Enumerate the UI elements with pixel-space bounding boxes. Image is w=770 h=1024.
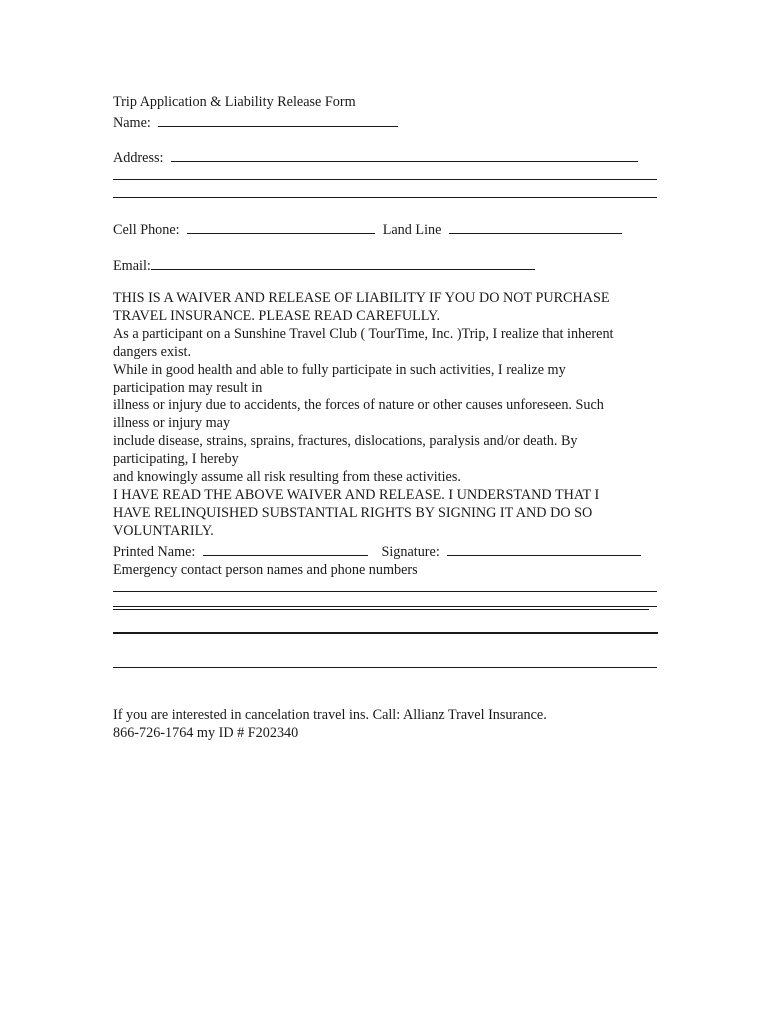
emergency-label: Emergency contact person names and phone numbers bbox=[113, 561, 418, 578]
email-field[interactable] bbox=[151, 255, 535, 270]
signature-row bbox=[113, 541, 658, 562]
emergency-contact-line-4[interactable] bbox=[113, 632, 658, 634]
phone-row bbox=[113, 219, 622, 239]
address-label: Address: bbox=[113, 150, 164, 166]
waiver-line: illness or injury due to accidents, the forces of nature or other causes unforeseen. Such bbox=[113, 397, 604, 414]
form-title: Trip Application & Liability Release Form bbox=[113, 94, 356, 110]
email-label: Email: bbox=[113, 258, 151, 274]
waiver-line: As a participant on a Sunshine Travel Club ( TourTime, Inc. )Trip, I realize that inherent bbox=[113, 325, 614, 342]
insurance-note-line-2: 866-726-1764 my ID # F202340 bbox=[113, 725, 299, 741]
waiver-line: HAVE RELINQUISHED SUBSTANTIAL RIGHTS BY SIGNING IT AND DO SO bbox=[113, 504, 593, 521]
address-field-line-2[interactable] bbox=[113, 179, 657, 180]
land-line-field[interactable] bbox=[449, 219, 622, 234]
name-row bbox=[113, 112, 398, 132]
printed-name-field[interactable] bbox=[203, 541, 368, 556]
address-row bbox=[113, 147, 638, 167]
signature-label: Signature: bbox=[381, 543, 440, 560]
name-label: Name: bbox=[113, 115, 151, 131]
emergency-contact-line-2[interactable] bbox=[113, 606, 657, 607]
waiver-line: participating, I hereby bbox=[113, 451, 239, 468]
address-field-line-1[interactable] bbox=[171, 147, 638, 162]
cell-phone-field[interactable] bbox=[187, 219, 375, 234]
name-field[interactable] bbox=[158, 112, 398, 127]
land-line-label: Land Line bbox=[382, 222, 442, 238]
waiver-line: include disease, strains, sprains, fractures, dislocations, paralysis and/or death. By bbox=[113, 433, 578, 450]
waiver-line: dangers exist. bbox=[113, 343, 192, 360]
waiver-line: participation may result in bbox=[113, 379, 263, 396]
waiver-line: I HAVE READ THE ABOVE WAIVER AND RELEASE. I UNDERSTAND THAT I bbox=[113, 486, 600, 503]
insurance-note-line-1: If you are interested in cancelation travel ins. Call: Allianz Travel Insurance. bbox=[113, 707, 547, 723]
signature-field[interactable] bbox=[447, 541, 641, 556]
printed-name-label: Printed Name: bbox=[113, 543, 196, 560]
waiver-line: illness or injury may bbox=[113, 415, 231, 432]
waiver-line: TRAVEL INSURANCE. PLEASE READ CAREFULLY. bbox=[113, 307, 441, 324]
waiver-line: THIS IS A WAIVER AND RELEASE OF LIABILITY IF YOU DO NOT PURCHASE bbox=[113, 290, 610, 306]
cell-phone-label: Cell Phone: bbox=[113, 222, 180, 238]
waiver-line: VOLUNTARILY. bbox=[113, 522, 214, 539]
waiver-line: and knowingly assume all risk resulting from these activities. bbox=[113, 469, 461, 486]
emergency-contact-line-3[interactable] bbox=[113, 609, 649, 610]
emergency-contact-line-5[interactable] bbox=[113, 667, 657, 668]
waiver-line: While in good health and able to fully participate in such activities, I realize my bbox=[113, 361, 566, 378]
waiver-text bbox=[113, 290, 658, 580]
email-row bbox=[113, 255, 535, 275]
emergency-contact-line-1[interactable] bbox=[113, 591, 657, 592]
address-field-line-3[interactable] bbox=[113, 197, 657, 198]
